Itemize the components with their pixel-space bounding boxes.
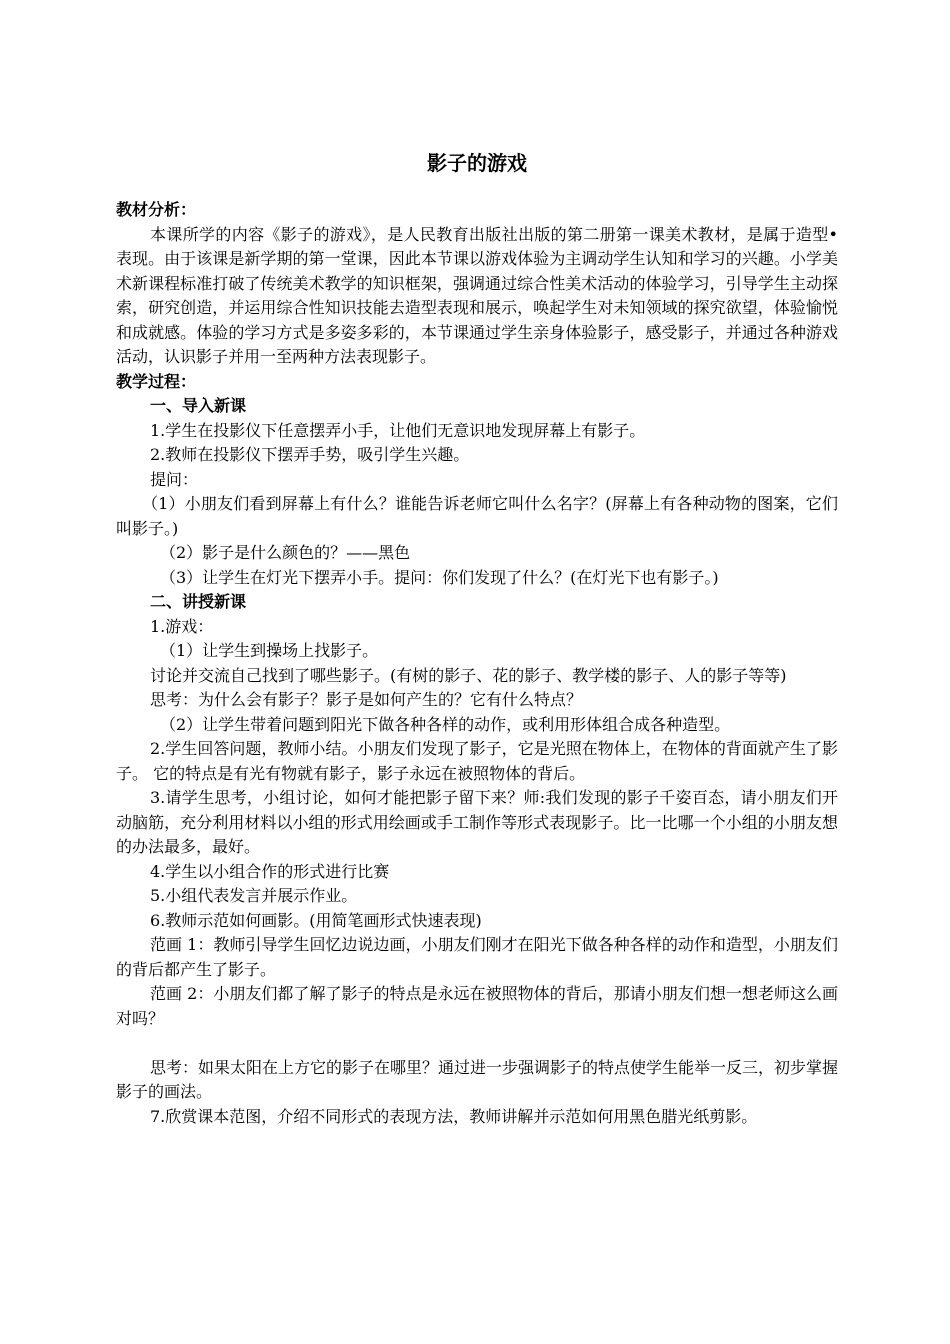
section-heading-process: 教学过程： [116,371,197,391]
intro-line-1: 1.学生在投影仪下任意摆弄小手，让他们无意识地发现屏幕上有影子。 [150,420,646,440]
lesson-line-think: 思考：为什么会有影子？影子是如何产生的？它有什么特点？ [150,690,583,709]
lesson-line-example-1: 范画 1：教师引导学生回忆边说边画，小朋友们刚才在阳光下做各种各样的动作和造型，小朋友们的背后都产生了影子。 [116,935,838,979]
intro-question-3: （3）让学生在灯光下摆弄小手。提问：你们发现了什么？(在灯光下也有影子。) [160,567,719,587]
lesson-line-appreciate: 7.欣赏课本范图，介绍不同形式的表现方法，教师讲解并示范如何用黑色腊光纸剪影。 [150,1106,758,1126]
document-title: 影子的游戏 [427,151,527,175]
lesson-line-actions: （2）让学生带着问题到阳光下做各种各样的动作，或利用形体组合成各种造型。 [160,714,731,734]
lesson-line-presentation: 5.小组代表发言并展示作业。 [150,886,358,905]
intro-question-2: （2）影子是什么颜色的？——黑色 [160,543,411,562]
lesson-line-demonstration: 6.教师示范如何画影。(用简笔画形式快速表现) [150,910,482,930]
document-page [116,150,838,1129]
blank-line [116,1031,838,1056]
intro-line-question-label: 提问： [150,469,199,489]
lesson-line-think-sun: 思考：如果太阳在上方它的影子在哪里？通过进一步强调影子的特点使学生能举一反三，初步掌握影子的画法。 [116,1057,839,1101]
lesson-line-group-discussion: 3.请学生思考，小组讨论，如何才能把影子留下来？师:我们发现的影子千姿百态，请小朋友们开动脑筋，充分利用材料以小组的形式用绘画或手工制作等形式表现影子。比一比哪一个小组的小朋友想的办法最多，最好。 [116,788,838,856]
lesson-line-example-2: 范画 2：小朋友们都了解了影子的特点是永远在被照物体的背后，那请小朋友们想一想老师这么画对吗？ [116,984,838,1028]
subheading-new-lesson: 二、讲授新课 [150,592,247,611]
lesson-line-competition: 4.学生以小组合作的形式进行比赛 [150,861,390,881]
lesson-line-summary: 2.学生回答问题，教师小结。小朋友们发现了影子，它是光照在物体上，在物体的背面就产生了影子。 它的特点是有光有物就有影子，影子永远在被照物体的背后。 [116,739,838,783]
lesson-line-find-shadows: （1）让学生到操场上找影子。 [160,641,379,660]
subheading-introduction: 一、导入新课 [150,396,247,415]
intro-question-1: （1）小朋友们看到屏幕上有什么？谁能告诉老师它叫什么名字？(屏幕上有各种动物的图案，它们叫影子。) [116,494,838,538]
lesson-line-discuss: 讨论并交流自己找到了哪些影子。(有树的影子、花的影子、教学楼的影子、人的影子等等) [150,665,787,685]
intro-line-2: 2.教师在投影仪下摆弄手势，吸引学生兴趣。 [150,445,470,464]
materials-paragraph: 本课所学的内容《影子的游戏》，是人民教育出版社出版的第二册第一课美术教材，是属于造型•表现。由于该课是新学期的第一堂课，因此本节课以游戏体验为主调动学生认知和学习的兴趣。小学美术新课程标准打破了传统美术教学的知识框架，强调通过综合性美术活动的体验学习，引导学生主动探索，研究创造，并运用综合性知识技能去造型表现和展示，唤起学生对未知领域的探究欲望，体验愉悦和成就感。体验的学习方式是多姿多彩的，本节课通过学生亲身体验影子，感受影子，并通过各种游戏活动，认识影子并用一至两种方法表现影子。 [116,224,838,366]
section-heading-materials: 教材分析： [116,200,197,219]
lesson-line-game: 1.游戏： [150,616,214,636]
